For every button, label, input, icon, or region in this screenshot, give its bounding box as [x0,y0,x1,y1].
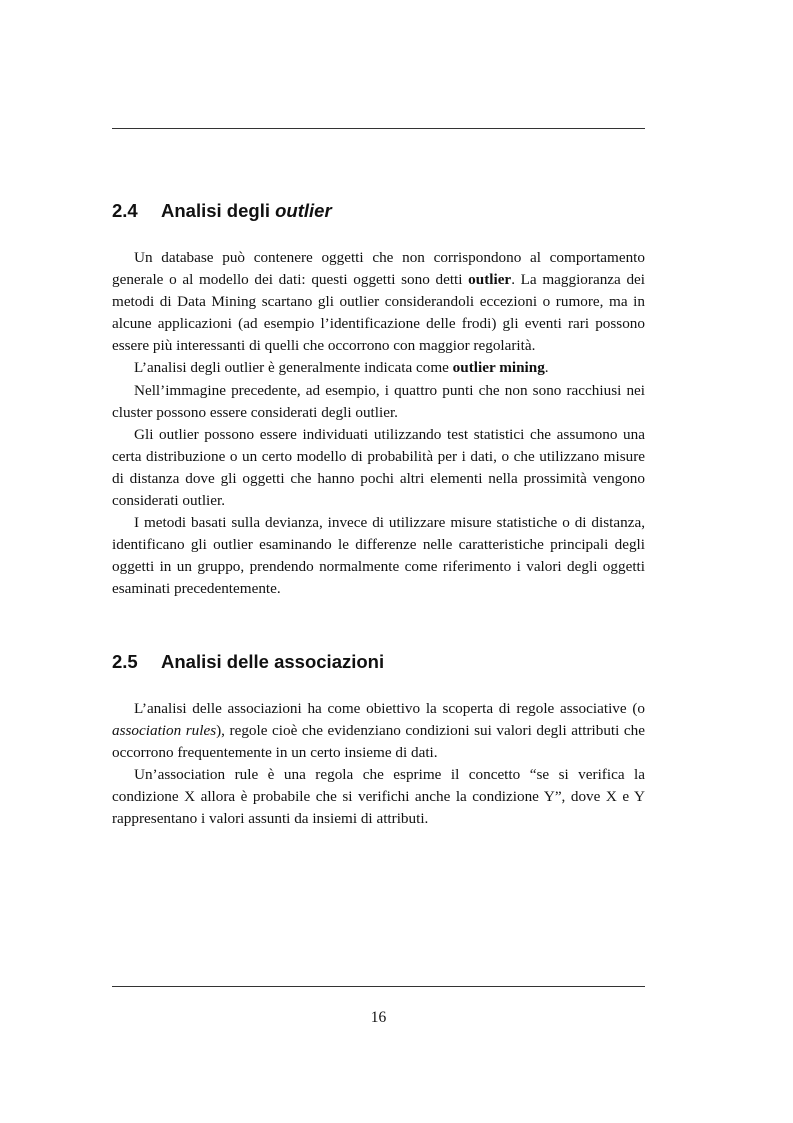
paragraph: Nell’immagine precedente, ad esempio, i quattro punti che non sono racchiusi nei cluster possono essere considerati degli outlier. [112,381,645,421]
section-title: Analisi degli [161,200,276,221]
section-number: 2.5 [112,651,138,672]
paragraph: Gli outlier possono essere individuati utilizzando test statistici che assumono una certa distribuzione o un certo modello di probabilità per i dati, o che utilizzano misure di distanza dove gli oggetti che hanno pochi altri elementi nella prossimità vengono considerati outlier. [112,425,645,510]
section-body-2-5 [112,698,645,831]
italic-term: association rules [112,722,217,740]
paragraph-text: L’analisi degli outlier è generalmente indicata come [134,359,453,377]
paragraph-text: . La maggioranza dei metodi di Data Mining scartano gli outlier considerandoli eccezioni o rumore, ma in alcune applicazioni (ad esempio l’identificazione delle frodi) gli eventi rari possono essere più interessanti di quelli che occorrono con maggior regolarità. [112,271,645,355]
paragraph [112,247,645,357]
paragraph: I metodi basati sulla devianza, invece di utilizzare misure statistiche o di distanza, identificano gli outlier esaminando le differenze nelle caratteristiche principali degli oggetti in un gruppo, prendendo normalmente come riferimento i valori degli oggetti esaminati precedentemente. [112,514,645,598]
bold-term: outlier [468,271,512,289]
section-heading-2-4 [112,199,645,223]
paragraph: Un’association rule è una regola che esprime il concetto “se si verifica la condizione X allora è probabile che si verifichi anche la condizione Y”, dove X e Y rappresentano i valori assunti da insiemi di attributi. [112,766,645,828]
footer-rule [112,986,645,987]
section-body-2-4 [112,247,645,601]
paragraph [112,357,645,379]
paragraph-text: Un database può contenere oggetti che non corrispondono al comportamento generale o al modello dei dati: questi oggetti sono detti [112,249,645,289]
header-rule [112,128,645,129]
section-title-italic: outlier [275,200,332,221]
section-number: 2.4 [112,200,138,221]
section-title: Analisi delle associazioni [161,651,385,672]
paragraph [112,698,645,764]
paragraph-text: . [544,359,549,377]
paragraph-text: ), regole cioè che evidenziano condizioni sui valori degli attributi che occorrono frequentemente in un certo insieme di dati. [112,722,645,762]
page-number: 16 [370,1009,387,1026]
bold-term: outlier mining [452,359,545,377]
paragraph-text: L’analisi delle associazioni ha come obiettivo la scoperta di regole associative (o [134,700,645,717]
section-heading-2-5 [112,650,645,674]
